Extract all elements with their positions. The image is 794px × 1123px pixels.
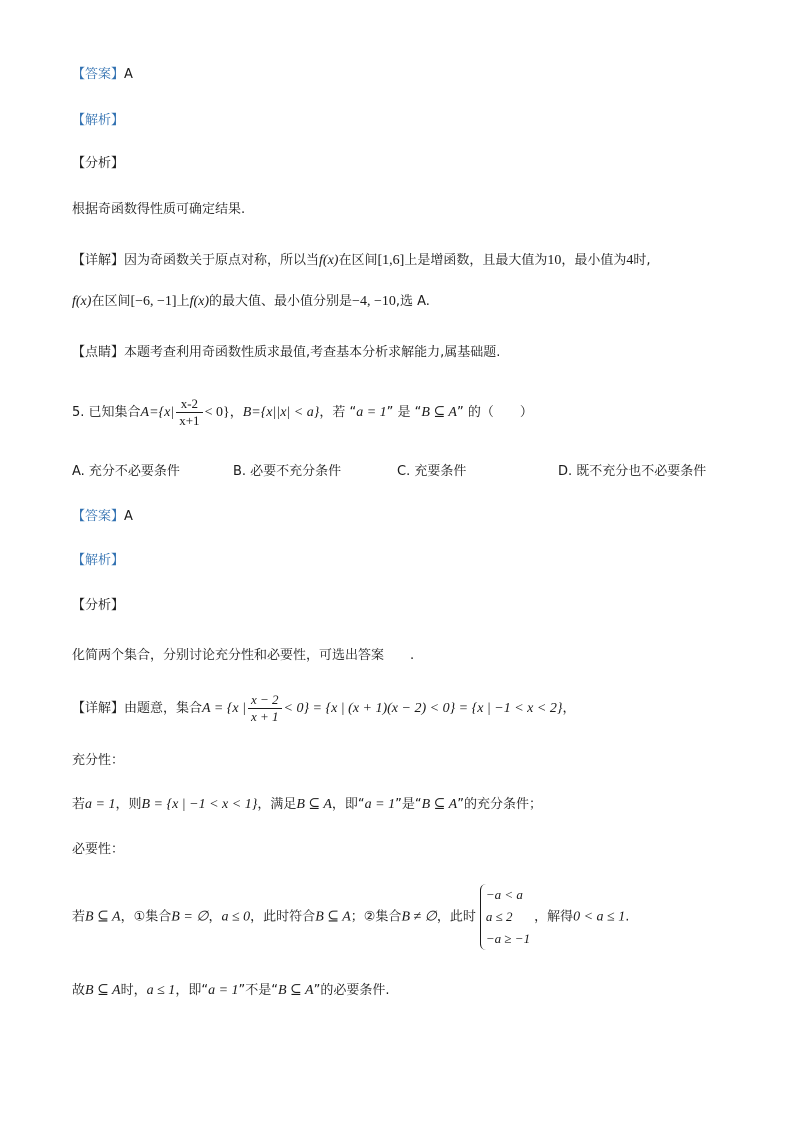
math-subset: B ⊆ A [315, 909, 351, 925]
q4-detail-line-1 [72, 251, 650, 271]
comment-label: 【点睛】 [72, 345, 125, 360]
answer-label: 【答案】 [72, 67, 125, 82]
system-row-3: −a ≥ −1 [485, 931, 531, 946]
text-span: 5. 已知集合 [72, 405, 141, 420]
q5-analysis-label: 【解析】 [72, 553, 125, 568]
text-span: ， [562, 701, 576, 716]
q5-fenxi-text: 化简两个集合，分别讨论充分性和必要性，可选出答案 . [72, 648, 415, 663]
text-span: ， [208, 909, 222, 925]
math-subset: B ⊆ A [278, 983, 314, 998]
math-nonempty: B ≠ ∅ [401, 909, 437, 925]
text-span: ，最小值为 [561, 253, 627, 268]
math-le0: a ≤ 0 [221, 909, 251, 925]
text-span: 故 [72, 983, 86, 998]
text-span: ,选 A. [395, 294, 430, 309]
text-span: 由题意，集合 [124, 701, 203, 716]
option-c: C. 充要条件 [397, 464, 467, 479]
math-cond: a = 1 [85, 797, 116, 812]
text-span: ，即“ [175, 983, 209, 998]
fraction-numerator: x − 2 [248, 692, 282, 709]
text-span: 在区间 [338, 253, 378, 268]
text-span: 时, [633, 253, 651, 268]
text-span: 时， [120, 983, 147, 998]
text-span: 若 [72, 797, 86, 812]
answer-label: 【答案】 [72, 509, 125, 524]
text-span: ；②集合 [350, 909, 402, 925]
necessity-line [72, 884, 629, 951]
system-row-1: −a < a [485, 887, 523, 902]
fraction-numerator: x-2 [176, 396, 202, 413]
math-subset: B ⊆ A [85, 909, 121, 925]
text-span: ，解得 [534, 909, 574, 925]
text-span: 上 [176, 294, 190, 309]
text-span: 因为奇函数关于原点对称，所以当 [124, 253, 320, 268]
text-span: 上是增函数，且最大值为 [404, 253, 548, 268]
text-span: ” 的（ ） [457, 405, 533, 420]
answer-value: A [124, 67, 133, 82]
text-span: ，此时符合 [250, 909, 316, 925]
necessity-title: 必要性： [72, 842, 125, 857]
option-a: A. 充分不必要条件 [72, 464, 180, 479]
math-result: 0 < a ≤ 1 [573, 909, 626, 925]
option-d: D. 既不充分也不必要条件 [558, 464, 707, 479]
set-a-left: A = {x | [202, 701, 246, 716]
q5-fenxi-label: 【分析】 [72, 598, 125, 613]
set-a-chain: < 0} = {x | (x + 1)(x − 2) < 0} = {x | −1 < x < 2} [283, 701, 563, 716]
q5-stem [72, 396, 533, 429]
q4-answer-line [72, 65, 133, 85]
math-subset: B ⊆ A [85, 983, 121, 998]
math-interval: [1,6] [377, 253, 405, 268]
q4-detail-line-2 [72, 292, 430, 312]
sufficiency-line [72, 795, 542, 815]
math-cond: a = 1 [208, 983, 239, 998]
q4-analysis-label: 【解析】 [72, 113, 125, 128]
option-b: B. 必要不充分条件 [233, 464, 342, 479]
condition: a = 1 [356, 405, 387, 420]
math-max: 10 [547, 253, 562, 268]
math-empty: B = ∅ [171, 909, 209, 925]
subset: B ⊆ A [421, 405, 457, 420]
text-span: ” 是 “ [386, 405, 422, 420]
math-subset: B ⊆ A [296, 797, 332, 812]
q4-fenxi-label: 【分析】 [72, 156, 125, 171]
text-span: ，此时 [436, 909, 476, 925]
text-span: ，满足 [257, 797, 297, 812]
q4-comment-line [72, 343, 500, 363]
math-fx: f(x) [72, 294, 92, 309]
text-span: 在区间 [91, 294, 131, 309]
text-span: 的最大值、最小值分别是 [209, 294, 353, 309]
detail-label: 【详解】 [72, 253, 125, 268]
q5-detail-line [72, 692, 575, 726]
set-a-right: < 0} [204, 405, 230, 420]
text-span: ，若 “ [319, 405, 357, 420]
set-a-left: A={x| [140, 405, 175, 420]
math-min: 4 [626, 253, 634, 268]
fraction-denominator: x + 1 [250, 709, 279, 724]
text-span: ，①集合 [120, 909, 172, 925]
detail-label: 【详解】 [72, 701, 125, 716]
math-subset: B ⊆ A [421, 797, 458, 812]
text-span: 本题考查利用奇函数性质求最值,考查基本分析求解能力,属基础题. [124, 345, 501, 360]
text-span: ”是“ [395, 797, 422, 812]
math-fx: f(x) [319, 253, 339, 268]
text-span: ”不是“ [238, 983, 278, 998]
text-span: 若 [72, 909, 86, 925]
inequality-system [480, 884, 530, 950]
text-span: ”的必要条件. [313, 983, 390, 998]
system-row-2: a ≤ 2 [485, 909, 513, 924]
fraction [248, 692, 282, 725]
q4-fenxi-text: 根据奇函数得性质可确定结果. [72, 202, 246, 217]
text-span: ，则 [115, 797, 142, 812]
fraction [176, 396, 202, 429]
conclusion-line [72, 981, 389, 1001]
math-set-b: B = {x | −1 < x < 1} [141, 797, 258, 812]
math-fx: f(x) [189, 294, 210, 309]
sufficiency-title: 充分性： [72, 753, 125, 768]
answer-value: A [124, 509, 133, 524]
math-values: −4, −10 [352, 294, 396, 309]
q5-answer-line [72, 507, 133, 527]
text-span: ， [229, 405, 243, 420]
math-interval: [−6, −1] [130, 294, 177, 309]
math-le1: a ≤ 1 [146, 983, 176, 998]
math-cond: a = 1 [364, 797, 396, 812]
fraction-denominator: x+1 [179, 413, 200, 428]
text-span: ，即“ [331, 797, 365, 812]
text-span: . [625, 909, 630, 925]
text-span: ”的充分条件； [457, 797, 542, 812]
set-b: B={x||x| < a} [242, 405, 320, 420]
